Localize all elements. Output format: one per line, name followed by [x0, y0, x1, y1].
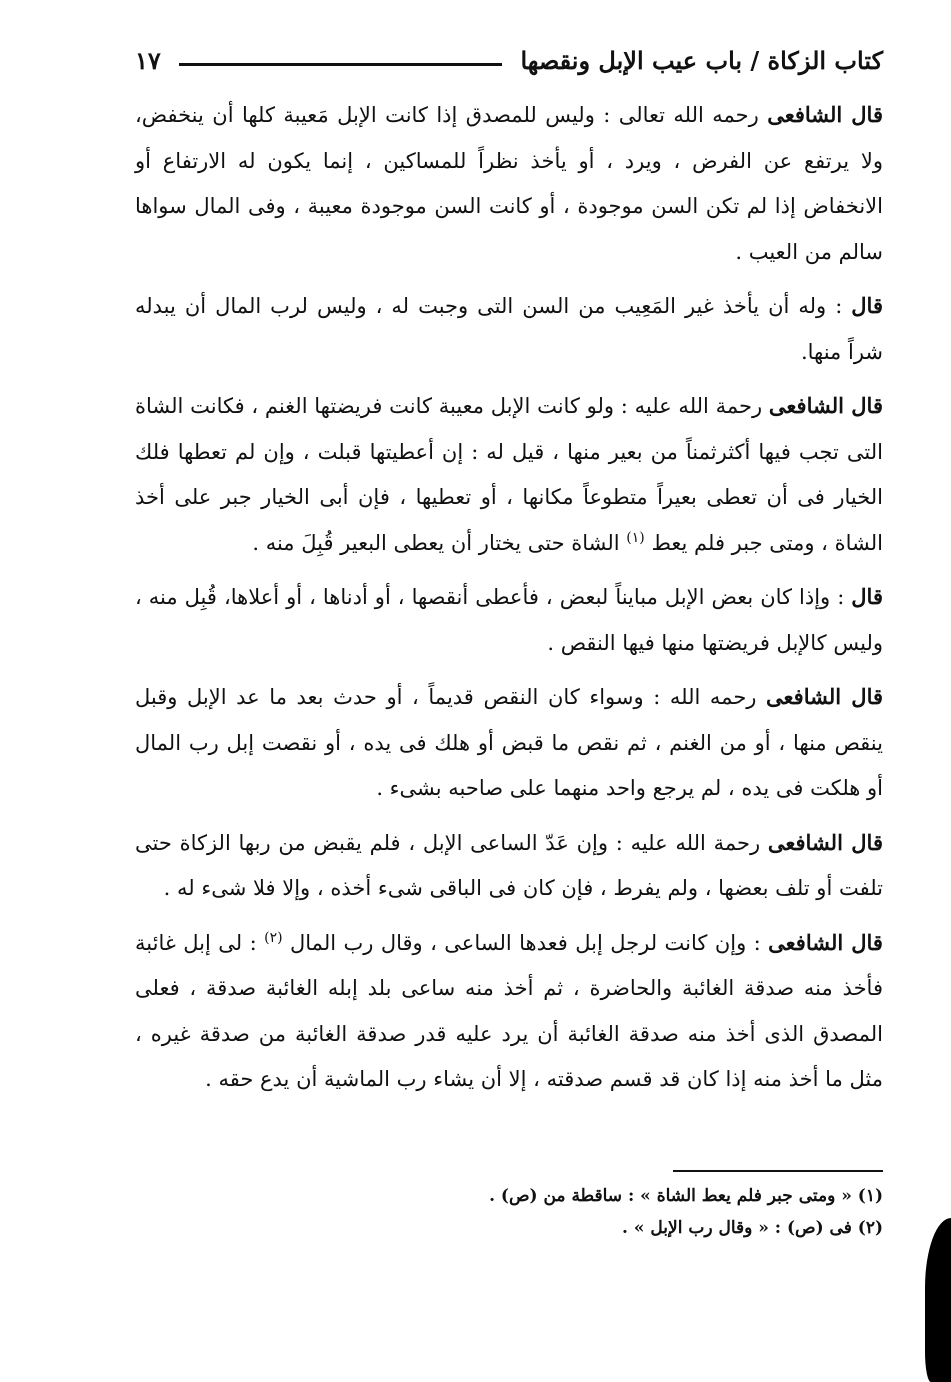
- paragraph-text-continued: الشاة حتى يختار أن يعطى البعير قُبِلَ منه .: [252, 530, 627, 555]
- paragraph-4: [135, 574, 883, 666]
- paragraph-lead: قال الشافعى: [768, 393, 883, 418]
- paragraph-text: : وإن كانت لرجل إبل فعدها الساعى ، وقال رب المال: [290, 930, 769, 955]
- paragraph-text: رحمة الله عليه : ولو كانت الإبل معيبة كانت فريضتها الغنم ، فكانت الشاة التى تجب فيها أكثرثمناً من بعير منها ، قيل له : إن أعطيتها قبلت ، وإن لم تعطها فلك الخيار فى أن تعطى بعيراً متطوعاً مكانها ، أو تعطيها ، فإن أبى الخيار جبر على أخذ الشاة ، ومتى جبر فلم يعط: [135, 394, 883, 555]
- paragraph-6: [135, 820, 883, 912]
- footnote-1: (١) « ومتى جبر فلم يعط الشاة » : ساقطة من (ص) .: [489, 1186, 883, 1206]
- paragraph-text-continued: : لى إبل غائبة فأخذ منه صدقة الغائبة والحاضرة ، ثم أخذ منه ساعى بلد إبله الغائبة صدقة ، فعلى المصدق الذى أخذ منه صدقة الغائبة أن يرد عليه قدر صدقة الغائبة من صدقة غيره ، مثل ما أخذ منه إذا كان قد قسم صدقته ، إلا أن يشاء رب الماشية أن يدع حقه .: [135, 930, 883, 1091]
- paragraph-2: [135, 283, 883, 375]
- footnote-marker-2[interactable]: (٢): [264, 929, 283, 946]
- paragraph-lead: قال الشافعى: [766, 684, 884, 709]
- footnote-2: (٢) فى (ص) : « وقال رب الإبل » .: [622, 1218, 883, 1238]
- main-text: [135, 92, 883, 1111]
- running-header: [135, 38, 883, 82]
- page-number: ١٧: [135, 45, 161, 75]
- paragraph-lead: قال الشافعى: [768, 929, 883, 955]
- paragraph-text: رحمه الله : وسواء كان النقص قديماً ، أو حدث بعد ما عد الإبل وقبل ينقص منها ، أو من الغنم ، ثم نقص ما قبض أو هلك فى يده ، أو نقصت إبل رب المال أو هلكت فى يده ، لم يرجع واحد منهما على صاحبه بشىء .: [135, 685, 883, 800]
- paragraph-text: : وله أن يأخذ غير المَعِيب من السن التى وجبت له ، وليس لرب المال أن يبدله شراً منها.: [135, 294, 883, 364]
- paragraph-7: [135, 920, 883, 1103]
- paragraph-lead: قال الشافعى: [767, 102, 883, 127]
- footnote-marker-1[interactable]: (١): [626, 529, 645, 546]
- paragraph-1: [135, 92, 883, 275]
- footnotes: [135, 1180, 883, 1244]
- paragraph-lead: قال الشافعى: [767, 829, 883, 855]
- paragraph-lead: قال: [851, 584, 883, 609]
- paragraph-text: رحمة الله عليه : وإن عَدّ الساعى الإبل ، فلم يقبض من ربها الزكاة حتى تلفت أو تلف بعضها ، ولم يفرط ، فإن كان فى الباقى شىء أخذه ، وإلا فلا شىء له .: [135, 830, 883, 900]
- header-rule: [179, 63, 503, 66]
- paragraph-3: [135, 383, 883, 566]
- paragraph-5: [135, 674, 883, 812]
- paragraph-text: رحمه الله تعالى : وليس للمصدق إذا كانت الإبل مَعيبة كلها أن ينخفض، ولا يرتفع عن الفرض ، ويرد ، أو يأخذ نظراً للمساكين ، إنما يكون له الارتفاع أو الانخفاض إذا لم تكن السن موجودة ، أو كانت السن موجودة معيبة ، وفى المال سواها سالم من العيب .: [135, 103, 883, 264]
- scan-edge-shadow: [925, 1218, 951, 1382]
- paragraph-lead: قال: [851, 293, 883, 318]
- chapter-title: كتاب الزكاة / باب عيب الإبل ونقصها: [520, 45, 883, 75]
- paragraph-text: : وإذا كان بعض الإبل مبايناً لبعض ، فأعطى أنقصها ، أو أدناها ، أو أعلاها، قُبِل منه ، وليس كالإبل فريضتها منها فيها النقص .: [135, 585, 883, 655]
- footnote-separator: [673, 1170, 883, 1172]
